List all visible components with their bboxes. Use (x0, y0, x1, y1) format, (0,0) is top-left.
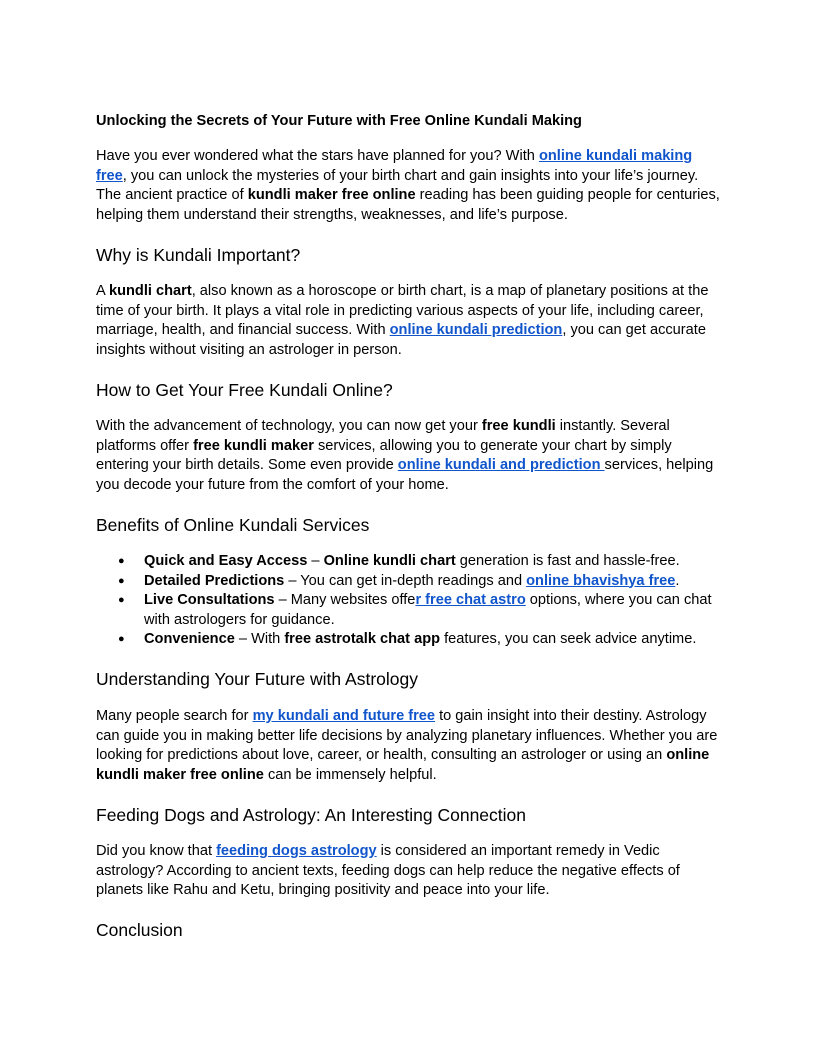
text: – With (234, 631, 285, 647)
text: A (96, 283, 109, 299)
text: , you can get accurate insights without visiting an astrologer in person. (96, 322, 706, 358)
feeding-dogs-paragraph (96, 842, 720, 901)
heading-benefits: Benefits of Online Kundali Services (96, 515, 370, 535)
text: can be immensely helpful. (263, 766, 437, 783)
bold-text: kundli chart (108, 283, 192, 299)
heading-understanding-future: Understanding Your Future with Astrology (96, 669, 418, 689)
bullet-icon: ● (118, 594, 125, 606)
intro-paragraph (96, 147, 720, 225)
text: Did you know that (96, 843, 217, 859)
bold-text: online kundli maker free online (96, 747, 710, 783)
list-item (96, 591, 720, 630)
get-free-kundali-paragraph (96, 417, 720, 495)
link-free-chat-astro[interactable]: r free chat astro (415, 592, 526, 608)
bold-text: free astrotalk chat app (284, 631, 441, 647)
list-item (96, 572, 720, 592)
text: services, helping you decode your future from the comfort of your home. (96, 457, 714, 493)
benefits-list (96, 552, 720, 650)
link-online-bhavishya-free[interactable]: online bhavishya free (526, 572, 676, 589)
link-online-kundali-making-free[interactable]: online kundali making free (96, 148, 693, 184)
text: generation is fast and hassle-free. (455, 553, 680, 569)
list-item (96, 552, 720, 572)
bold-text: free kundli (481, 418, 556, 434)
bullet-icon: ● (118, 633, 125, 645)
link-online-kundali-and-prediction[interactable]: online kundali and prediction (397, 457, 605, 473)
text: instantly. Several platforms offer (96, 418, 670, 454)
bullet-icon: ● (118, 574, 125, 587)
text: With the advancement of technology, you can now get your (96, 418, 482, 434)
bullet-icon: ● (118, 555, 125, 567)
bold-text: Detailed Predictions (144, 572, 285, 589)
text: to gain insight into their destiny. Astrology can guide you in making better life decisions by analyzing planetary influences. Whether you are looking for predictions about love, career, or health, consulting an astrologer or using an (96, 708, 718, 763)
text: Have you ever wondered what the stars have planned for you? With (96, 148, 539, 164)
text: , also known as a horoscope or birth chart, is a map of planetary positions at the time of your birth. It plays a vital role in predicting various aspects of your life, including career, marriage, health, and financial success. With (96, 283, 709, 338)
understanding-future-paragraph (96, 707, 720, 785)
text: features, you can seek advice anytime. (440, 631, 697, 647)
text: is considered an important remedy in Vedic astrology? According to ancient texts, feeding dogs can help reduce the negative effects of planets like Rahu and Ketu, bringing positivity and peace into your life. (96, 843, 680, 898)
heading-get-free-kundali: How to Get Your Free Kundali Online? (96, 380, 393, 400)
link-feeding-dogs-astrology[interactable]: feeding dogs astrology (216, 843, 377, 859)
why-kundali-paragraph (96, 282, 720, 360)
text: services, allowing you to generate your chart by simply entering your birth details. Some even provide (96, 437, 672, 473)
bold-text: Online kundli chart (323, 553, 456, 569)
text: , you can unlock the mysteries of your birth chart and gain insights into your life’s journey. The ancient practice of (96, 167, 699, 203)
text: – Many websites offe (274, 592, 416, 608)
bold-text: Live Consultations (144, 592, 275, 608)
text: . (675, 572, 680, 589)
bold-text: kundli maker free online (247, 187, 416, 203)
bold-text: Convenience (144, 631, 235, 647)
document-title: Unlocking the Secrets of Your Future with Free Online Kundali Making (96, 113, 582, 129)
text: Many people search for (96, 708, 253, 724)
bold-text: Quick and Easy Access (144, 553, 308, 569)
text: – (307, 553, 324, 569)
link-online-kundali-prediction[interactable]: online kundali prediction (389, 322, 563, 338)
heading-conclusion: Conclusion (96, 920, 183, 940)
text: reading has been guiding people for centuries, helping them understand their strengths, weaknesses, and life’s purpose. (96, 187, 720, 223)
text: – You can get in-depth readings and (284, 572, 527, 589)
heading-feeding-dogs: Feeding Dogs and Astrology: An Interesting Connection (96, 805, 526, 825)
text: options, where you can chat with astrologers for guidance. (144, 592, 712, 628)
link-my-kundali-and-future-free[interactable]: my kundali and future free (252, 708, 436, 724)
heading-why-kundali: Why is Kundali Important? (96, 245, 301, 265)
list-item (96, 630, 720, 650)
bold-text: free kundli maker (193, 437, 314, 454)
